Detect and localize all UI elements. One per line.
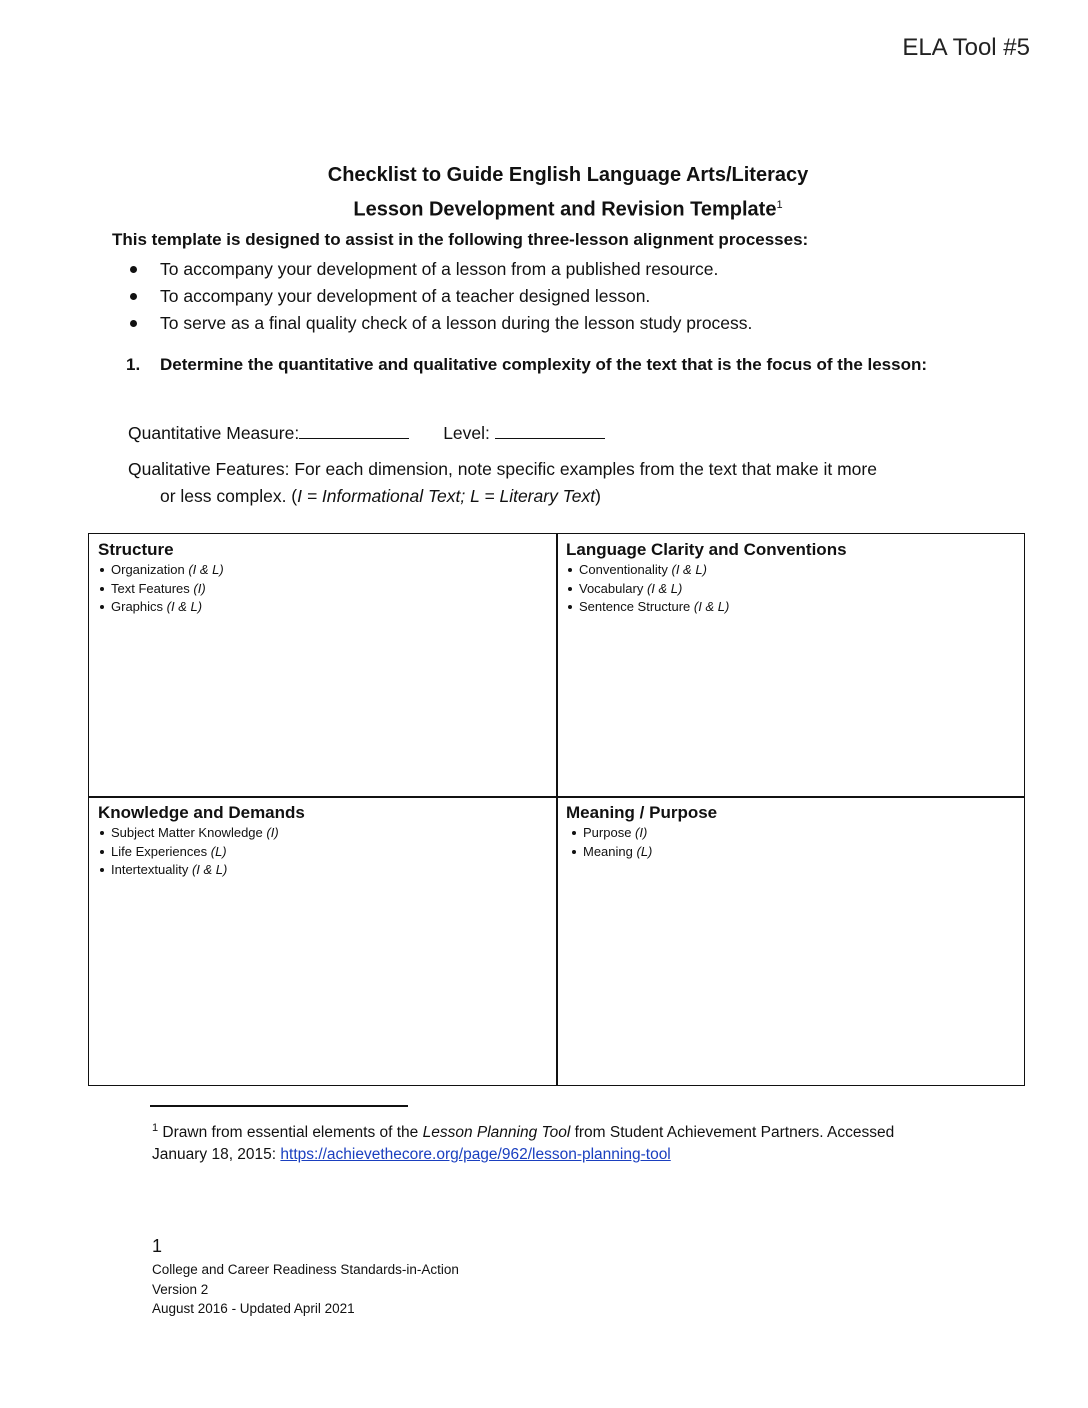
footer-line: August 2016 - Updated April 2021 — [152, 1301, 355, 1316]
title-line-1: Checklist to Guide English Language Arts/Literacy — [327, 164, 809, 186]
meaning-list — [566, 824, 717, 861]
qualitative-line-2-suffix: ) — [595, 486, 601, 506]
footnote-text: Drawn from essential elements of the — [158, 1124, 423, 1142]
intro-bullet: To accompany your development of a lesson from a published resource. — [126, 256, 752, 283]
step-1-text: Determine the quantitative and qualitative complexity of the text that is the focus of the lesson: — [160, 355, 928, 374]
footnote-link[interactable]: https://achievethecore.org/page/962/lesson-planning-tool — [280, 1146, 671, 1164]
language-list — [566, 561, 847, 617]
intro-bullet: To accompany your development of a teacher designed lesson. — [126, 283, 752, 310]
meaning-cell[interactable] — [566, 802, 717, 861]
footnote — [152, 1117, 952, 1166]
footnote-italic: Lesson Planning Tool — [422, 1124, 571, 1142]
intro-bullet-list — [126, 256, 752, 337]
intro-bullet: To serve as a final quality check of a lesson during the lesson study process. — [126, 310, 752, 337]
document-title — [0, 160, 1088, 225]
step-1-number: 1. — [126, 355, 141, 374]
title-line-2-text: Lesson Development and Revision Template — [353, 198, 777, 221]
language-title: Language Clarity and Conventions — [566, 540, 847, 559]
footnote-line-2: January 18, 2015: — [152, 1146, 281, 1164]
title-line-2 — [0, 190, 1088, 225]
list-item: Vocabulary (I & L) — [566, 580, 847, 599]
footnote-text-after: from Student Achievement Partners. Accessed — [570, 1124, 895, 1142]
list-item: Text Features (I) — [98, 580, 224, 599]
list-item: Conventionality (I & L) — [566, 561, 847, 580]
level-field[interactable] — [495, 422, 605, 439]
quantitative-measure-field[interactable] — [299, 422, 409, 439]
structure-title: Structure — [98, 540, 174, 559]
knowledge-title: Knowledge and Demands — [98, 803, 305, 822]
level-label: Level: — [443, 423, 490, 443]
qualitative-line-2 — [128, 483, 988, 510]
footer-line: College and Career Readiness Standards-in-Action — [152, 1262, 459, 1277]
language-cell[interactable] — [566, 539, 847, 617]
knowledge-list — [98, 824, 305, 880]
list-item: Life Experiences (L) — [98, 843, 305, 862]
document-tool-label: ELA Tool #5 — [902, 34, 1030, 61]
meaning-title: Meaning / Purpose — [566, 803, 718, 822]
knowledge-cell[interactable] — [98, 802, 305, 880]
qualitative-line-1: Qualitative Features: For each dimension, note specific examples from the text that make it more — [128, 459, 877, 479]
footnote-marker: 1 — [152, 1122, 159, 1134]
list-item: Organization (I & L) — [98, 561, 224, 580]
step-1 — [126, 352, 966, 378]
page-number: 1 — [152, 1236, 163, 1256]
structure-cell[interactable] — [98, 539, 224, 617]
qualitative-features — [128, 456, 988, 510]
list-item: Purpose (I) — [570, 824, 717, 843]
qualitative-legend: I = Informational Text; L = Literary Text — [297, 486, 596, 506]
qualitative-line-2-prefix: or less complex. ( — [160, 486, 298, 506]
intro-text: This template is designed to assist in the following three-lesson alignment processes: — [112, 230, 809, 249]
list-item: Intertextuality (I & L) — [98, 861, 305, 880]
quantitative-measure-label: Quantitative Measure: — [128, 423, 300, 443]
grid-horizontal-divider — [89, 796, 1024, 798]
footnote-separator — [150, 1105, 408, 1107]
page-footer — [152, 1260, 459, 1319]
title-footnote-marker: 1 — [776, 199, 783, 211]
list-item: Sentence Structure (I & L) — [566, 598, 847, 617]
list-item: Graphics (I & L) — [98, 598, 224, 617]
grid-vertical-divider — [556, 534, 558, 1085]
footer-line: Version 2 — [152, 1281, 209, 1297]
structure-list — [98, 561, 224, 617]
measure-row — [128, 422, 605, 444]
list-item: Subject Matter Knowledge (I) — [98, 824, 305, 843]
list-item: Meaning (L) — [570, 843, 717, 862]
qualitative-grid — [88, 533, 1025, 1086]
